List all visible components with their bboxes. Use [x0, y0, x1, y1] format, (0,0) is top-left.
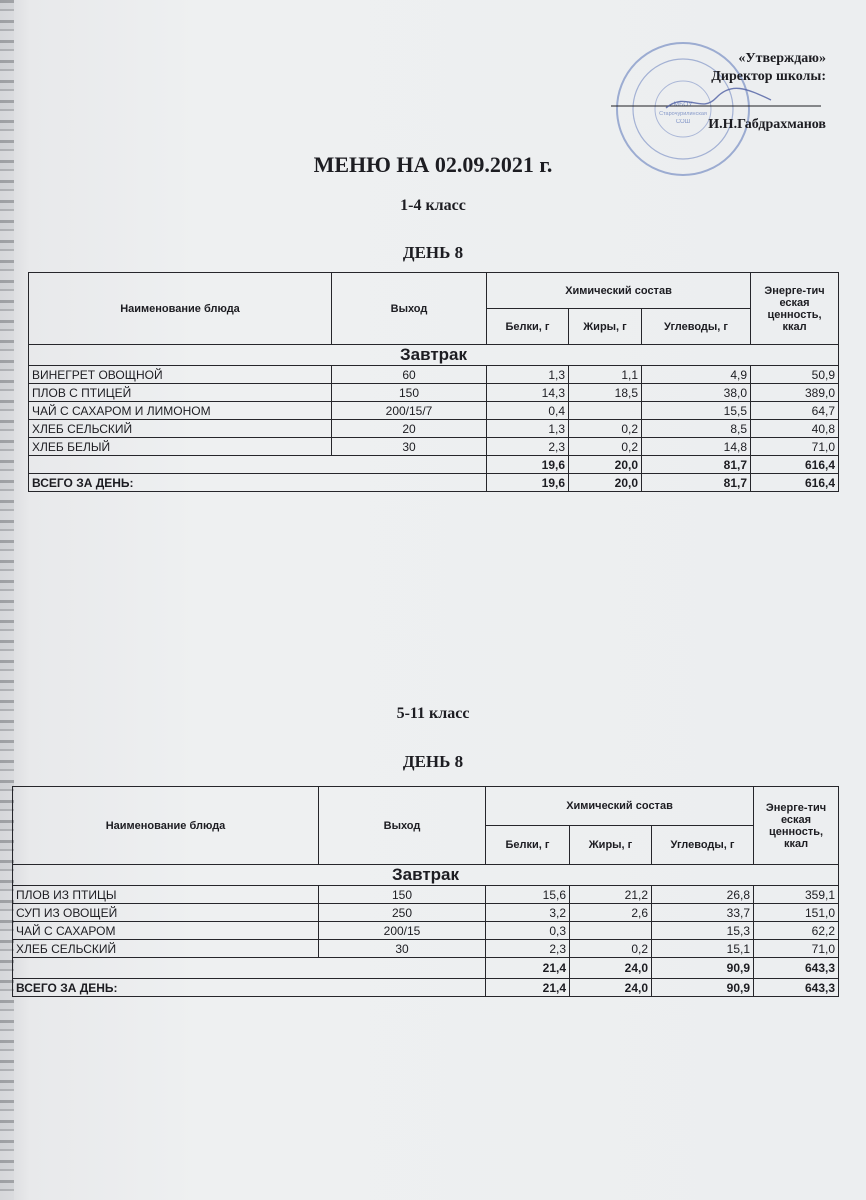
- dish-energy: 50,9: [751, 366, 839, 384]
- approval-block: [606, 50, 826, 134]
- dish-name: СУП ИЗ ОВОЩЕЙ: [13, 904, 319, 922]
- dish-name: ЧАЙ С САХАРОМ И ЛИМОНОМ: [29, 402, 332, 420]
- dish-protein: 0,3: [486, 922, 570, 940]
- dish-yield: 200/15: [319, 922, 486, 940]
- dish-carbs: 4,9: [642, 366, 751, 384]
- dish-row: [13, 886, 839, 904]
- total-protein: 19,6: [487, 474, 569, 492]
- header-protein: Белки, г: [487, 309, 569, 345]
- dish-name: ХЛЕБ БЕЛЫЙ: [29, 438, 332, 456]
- total-fat: 24,0: [570, 979, 652, 997]
- dish-yield: 150: [319, 886, 486, 904]
- dish-carbs: 15,5: [642, 402, 751, 420]
- dish-row: [13, 904, 839, 922]
- header-name: Наименование блюда: [29, 273, 332, 345]
- svg-text:Старочурилинская: Старочурилинская: [659, 111, 707, 117]
- dish-energy: 389,0: [751, 384, 839, 402]
- day-total-label: ВСЕГО ЗА ДЕНЬ:: [29, 474, 487, 492]
- dish-yield: 30: [332, 438, 487, 456]
- header-chemical: Химический состав: [487, 273, 751, 309]
- day-total-row: [29, 474, 839, 492]
- dish-name: ХЛЕБ СЕЛЬСКИЙ: [29, 420, 332, 438]
- dish-carbs: 15,3: [652, 922, 754, 940]
- subtotal-row: [13, 958, 839, 979]
- dish-yield: 30: [319, 940, 486, 958]
- dish-fat: 0,2: [569, 438, 642, 456]
- dish-fat: [570, 922, 652, 940]
- meal-label: Завтрак: [13, 865, 839, 886]
- dish-yield: 20: [332, 420, 487, 438]
- dish-carbs: 14,8: [642, 438, 751, 456]
- dish-protein: 2,3: [486, 940, 570, 958]
- dish-carbs: 15,1: [652, 940, 754, 958]
- dish-name: ПЛОВ С ПТИЦЕЙ: [29, 384, 332, 402]
- approval-line-2: Директор школы:: [711, 69, 826, 84]
- header-yield: Выход: [319, 787, 486, 865]
- dish-yield: 250: [319, 904, 486, 922]
- subtotal-carbs: 81,7: [642, 456, 751, 474]
- dish-row: [13, 922, 839, 940]
- day-total-row: [13, 979, 839, 997]
- dish-row: [29, 384, 839, 402]
- total-energy: 616,4: [751, 474, 839, 492]
- dish-fat: 0,2: [569, 420, 642, 438]
- dish-carbs: 26,8: [652, 886, 754, 904]
- dish-energy: 359,1: [754, 886, 839, 904]
- meal-label: Завтрак: [29, 345, 839, 366]
- menu-table-2: [12, 786, 839, 997]
- subtotal-protein: 21,4: [486, 958, 570, 979]
- menu-title: МЕНЮ НА 02.09.2021 г.: [313, 152, 553, 177]
- class-label-2: 5-11 класс: [396, 705, 470, 722]
- dish-fat: [569, 402, 642, 420]
- subtotal-carbs: 90,9: [652, 958, 754, 979]
- header-chemical: Химический состав: [486, 787, 754, 826]
- svg-text:МБОУ: МБОУ: [673, 101, 693, 108]
- dish-energy: 64,7: [751, 402, 839, 420]
- dish-name: ПЛОВ ИЗ ПТИЦЫ: [13, 886, 319, 904]
- class-label-1: 1-4 класс: [400, 197, 466, 214]
- signature-area: [606, 86, 826, 116]
- dish-protein: 2,3: [487, 438, 569, 456]
- header-name: Наименование блюда: [13, 787, 319, 865]
- dish-yield: 60: [332, 366, 487, 384]
- approval-line-1: «Утверждаю»: [738, 51, 826, 66]
- dish-fat: 21,2: [570, 886, 652, 904]
- header-protein: Белки, г: [486, 826, 570, 865]
- dish-protein: 0,4: [487, 402, 569, 420]
- header-carbs: Углеводы, г: [642, 309, 751, 345]
- header-energy: Энерге-тич еская ценность, ккал: [751, 273, 839, 345]
- dish-name: ВИНЕГРЕТ ОВОЩНОЙ: [29, 366, 332, 384]
- dish-carbs: 33,7: [652, 904, 754, 922]
- dish-protein: 15,6: [486, 886, 570, 904]
- dish-row: [13, 940, 839, 958]
- dish-energy: 40,8: [751, 420, 839, 438]
- dish-yield: 150: [332, 384, 487, 402]
- signatory-name: И.Н.Габдрахманов: [708, 117, 826, 132]
- dish-protein: 1,3: [487, 420, 569, 438]
- subtotal-protein: 19,6: [487, 456, 569, 474]
- subtotal-row: [29, 456, 839, 474]
- total-carbs: 81,7: [642, 474, 751, 492]
- header-fat: Жиры, г: [570, 826, 652, 865]
- dish-row: [29, 438, 839, 456]
- dish-energy: 71,0: [751, 438, 839, 456]
- dish-row: [29, 366, 839, 384]
- dish-fat: 18,5: [569, 384, 642, 402]
- header-energy: Энерге-тич еская ценность, ккал: [754, 787, 839, 865]
- dish-row: [29, 420, 839, 438]
- dish-name: ХЛЕБ СЕЛЬСКИЙ: [13, 940, 319, 958]
- dish-protein: 1,3: [487, 366, 569, 384]
- dish-fat: 2,6: [570, 904, 652, 922]
- dish-energy: 62,2: [754, 922, 839, 940]
- subtotal-fat: 20,0: [569, 456, 642, 474]
- day-label-1: ДЕНЬ 8: [402, 243, 464, 262]
- dish-yield: 200/15/7: [332, 402, 487, 420]
- dish-row: [29, 402, 839, 420]
- header-fat: Жиры, г: [569, 309, 642, 345]
- dish-fat: 1,1: [569, 366, 642, 384]
- dish-energy: 71,0: [754, 940, 839, 958]
- dish-fat: 0,2: [570, 940, 652, 958]
- header-carbs: Углеводы, г: [652, 826, 754, 865]
- dish-name: ЧАЙ С САХАРОМ: [13, 922, 319, 940]
- total-fat: 20,0: [569, 474, 642, 492]
- dish-carbs: 8,5: [642, 420, 751, 438]
- day-label-2: ДЕНЬ 8: [402, 752, 464, 771]
- dish-energy: 151,0: [754, 904, 839, 922]
- day-total-label: ВСЕГО ЗА ДЕНЬ:: [13, 979, 486, 997]
- menu-table-1: [28, 272, 839, 492]
- signature-mark: [606, 86, 826, 116]
- dish-protein: 14,3: [487, 384, 569, 402]
- subtotal-energy: 616,4: [751, 456, 839, 474]
- total-protein: 21,4: [486, 979, 570, 997]
- dish-carbs: 38,0: [642, 384, 751, 402]
- subtotal-fat: 24,0: [570, 958, 652, 979]
- total-energy: 643,3: [754, 979, 839, 997]
- subtotal-energy: 643,3: [754, 958, 839, 979]
- total-carbs: 90,9: [652, 979, 754, 997]
- scan-edge: [0, 0, 14, 1200]
- svg-text:СОШ: СОШ: [675, 119, 691, 125]
- header-yield: Выход: [332, 273, 487, 345]
- dish-protein: 3,2: [486, 904, 570, 922]
